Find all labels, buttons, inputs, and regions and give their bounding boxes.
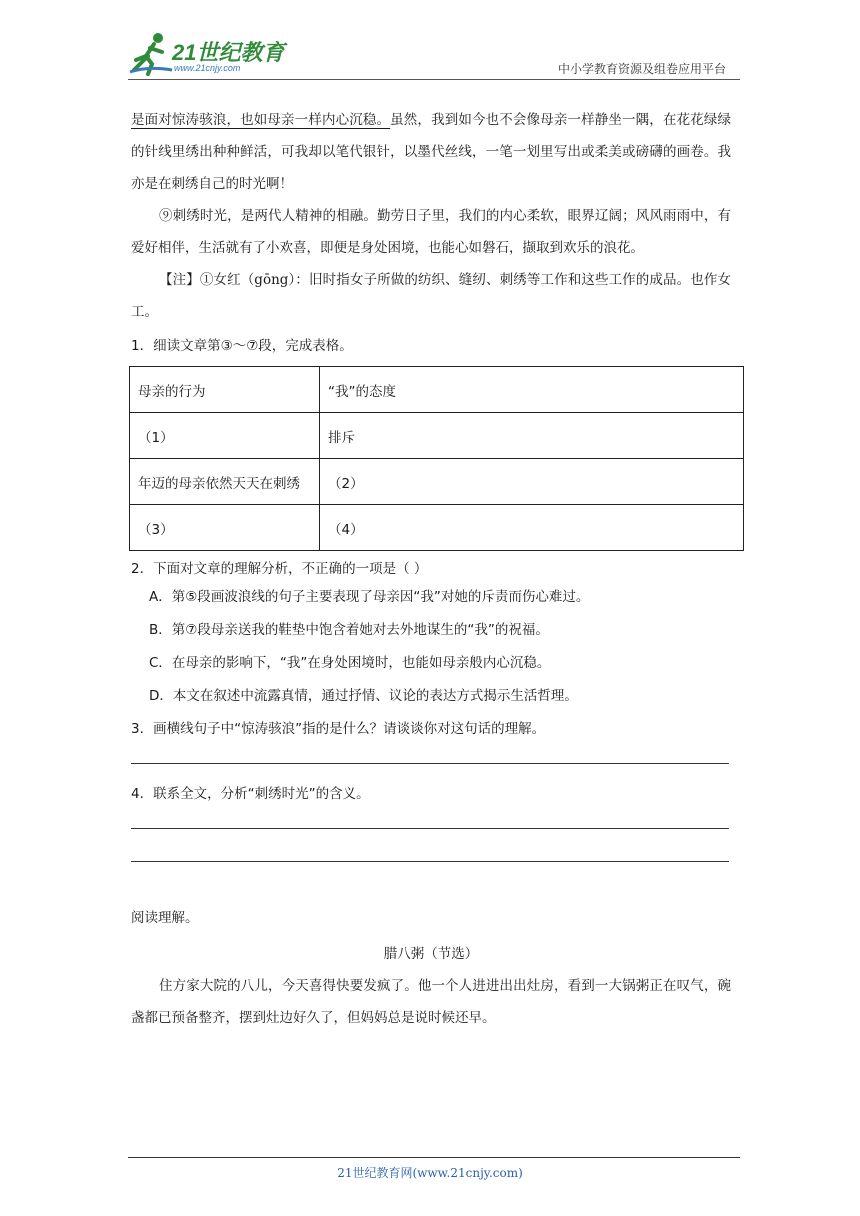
- option-b: B．第⑦段母亲送我的鞋垫中饱含着她对去外地谋生的“我”的祝福。: [149, 622, 549, 638]
- question-3: 3．画横线句子中“惊涛骇浪”指的是什么？请谈谈你对这句话的理解。: [131, 721, 546, 737]
- question-4: 4．联系全文，分析“刺绣时光”的含义。: [131, 786, 370, 802]
- question-2: 2．下面对文章的理解分析，不正确的一项是（ ）: [131, 561, 428, 577]
- platform-name: 中小学教育资源及组卷应用平台: [557, 62, 726, 76]
- table-row: [130, 505, 744, 551]
- passage-title: 腊八粥（节选）: [383, 946, 479, 962]
- option-c: C．在母亲的影响下，“我”在身处困境时，也能如母亲般内心沉稳。: [149, 655, 551, 671]
- page-header: [128, 30, 740, 82]
- option-d: D．本文在叙述中流露真情，通过抒情、议论的表达方式揭示生活哲理。: [149, 688, 578, 704]
- document-body: [131, 104, 731, 1034]
- site-logo: [128, 30, 298, 80]
- passage-paragraph: 住方家大院的八儿，今天喜得快要发疯了。他一个人进进出出灶房，看到一大锅粥正在叹气，碗盏都已预备整齐，摆到灶边好久了，但妈妈总是说时候还早。: [131, 978, 731, 1026]
- underlined-sentence: 是面对惊涛骇浪，也如母亲一样内心沉稳。: [131, 112, 391, 128]
- table-cell: （4）: [320, 505, 744, 551]
- answer-line: [131, 828, 729, 829]
- paragraph-rest: 虽然，我到如今也不会像母亲一样静坐一隅，在花花绿绿的针线里绣出种种鲜活，可我却以笔代银针，以墨代丝线，一笔一划里写出或柔美或磅礴的画卷。我亦是在刺绣自己的时光啊！: [131, 112, 732, 192]
- table-cell: 排斥: [320, 413, 744, 459]
- option-a: A．第⑤段画波浪线的句子主要表现了母亲因“我”对她的斥责而伤心难过。: [149, 589, 590, 605]
- table-cell: 母亲的行为: [130, 367, 320, 413]
- section-heading: 阅读理解。: [131, 910, 199, 926]
- header-divider: [128, 79, 740, 80]
- answer-line: [131, 763, 729, 764]
- table-row: [130, 413, 744, 459]
- table-cell: 年迈的母亲依然天天在刺绣: [130, 459, 320, 505]
- passage-paragraph-8: [131, 104, 731, 200]
- table-row: [130, 459, 744, 505]
- logo-url: www.21cnjy.com: [174, 63, 241, 73]
- footer-divider: [128, 1157, 740, 1158]
- passage-paragraph-9: ⑨刺绣时光，是两代人精神的相融。勤劳日子里，我们的内心柔软，眼界辽阔；风风雨雨中，有爱好相伴，生活就有了小欢喜，即便是身处困境，也能心如磐石，撷取到欢乐的浪花。: [131, 208, 731, 256]
- answer-line: [131, 861, 729, 862]
- answer-table: [129, 366, 744, 551]
- table-cell: （1）: [130, 413, 320, 459]
- question-1: 1．细读文章第③～⑦段，完成表格。: [131, 338, 353, 354]
- logo-text: 21世纪教育: [172, 40, 285, 65]
- table-cell: （2）: [320, 459, 744, 505]
- footnote: 【注】①女红（gōng）：旧时指女子所做的纺织、缝纫、刺绣等工作和这些工作的成品。也作女工。: [131, 272, 731, 320]
- table-row: [130, 367, 744, 413]
- runner-logo-icon: [128, 30, 174, 78]
- page-footer: 21世纪教育网(www.21cnjy.com): [337, 1166, 523, 1180]
- table-cell: “我”的态度: [320, 367, 744, 413]
- table-cell: （3）: [130, 505, 320, 551]
